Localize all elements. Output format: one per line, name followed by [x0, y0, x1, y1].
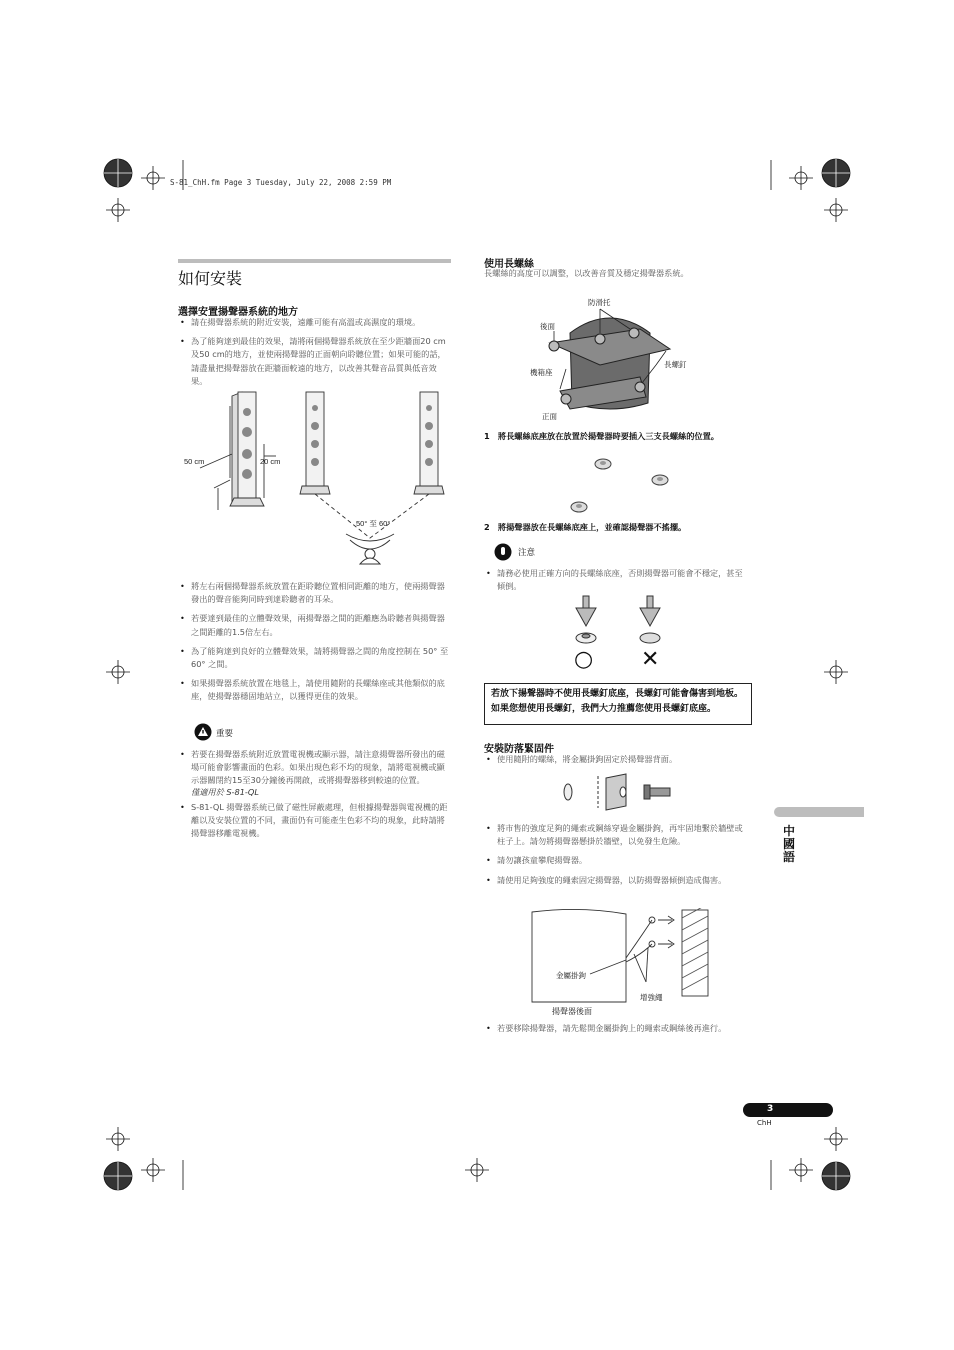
- list-item: • 若要移除揚聲器，請先鬆開金屬掛鉤上的繩索或鋼絲後再進行。: [484, 1022, 750, 1035]
- language-code: ChH: [757, 1119, 772, 1127]
- important-list-2: [178, 801, 450, 847]
- list-item: • 將左右兩個揚聲器系統放置在距聆聽位置相同距離的地方，使兩揚聲器發出的聲音能夠同時到達聆聽者的耳朵。: [178, 580, 450, 606]
- list-item: • 為了能夠達到最佳的效果，請將兩個揚聲器系統放在至少距牆面20 cm及50 cm的地方，並使兩揚聲器的正面朝向聆聽位置；如果可能的話，請盡量把揚聲器放在距牆面較遠的地方，以改善其聲音品質與低音效果。: [178, 335, 450, 388]
- bracket-label: 金屬掛鉤: [556, 971, 586, 980]
- list-item: • 請勿讓孩童攀爬揚聲器。: [484, 854, 750, 867]
- bracket-assembly-diagram: [560, 772, 680, 812]
- correct-symbol: ○: [574, 647, 594, 672]
- list-item: • 請使用足夠強度的繩索固定揚聲器，以防揚聲器傾倒造成傷害。: [484, 874, 750, 887]
- crop-mark-icon: [822, 1162, 850, 1190]
- caution-label: 注意: [518, 548, 536, 558]
- important-label: 重要: [216, 729, 234, 739]
- step-2: 2 將揚聲器放在長螺絲底座上，並確認揚聲器不搖擺。: [484, 522, 687, 532]
- front-label: 正面: [542, 412, 557, 421]
- section-heading-placement: 選擇安置揚聲器系統的地方: [178, 307, 298, 318]
- incorrect-symbol: ✕: [641, 647, 660, 672]
- caution-icon: [494, 543, 512, 561]
- dist-right-label: 20 cm: [260, 457, 281, 466]
- crop-mark-icon: [104, 159, 132, 187]
- list-item: • 將市售的強度足夠的繩索或鋼絲穿過金屬掛鉤，再牢固地繫於牆壁或柱子上。請勿將揚聲器懸掛於牆壁，以免發生危險。: [484, 822, 750, 848]
- placement-tips-list: [178, 580, 450, 710]
- back-label: 後面: [540, 322, 555, 331]
- anchor-list-3: [484, 1022, 750, 1041]
- list-item: • 請在揚聲器系統的附近安裝，遠離可能有高溫或高濕度的環境。: [178, 316, 450, 329]
- list-item: • 若要達到最佳的立體聲效果，兩揚聲器之間的距離應為聆聽者與揚聲器之間距離的1.5倍左右。: [178, 612, 450, 638]
- section-heading-long-screw: 使用長螺絲: [484, 259, 534, 270]
- crop-mark-icon: [822, 159, 850, 187]
- long-screw-label: 長螺釘: [664, 360, 687, 369]
- dist-left-label: 50 cm: [184, 457, 205, 466]
- step-1: 1 將長螺絲底座放在放置於揚聲器時要插入三支長螺絲的位置。: [484, 431, 719, 441]
- list-item: • 使用隨附的螺絲，將金屬掛鉤固定於揚聲器背面。: [484, 753, 750, 766]
- anti-slip-label: 防滑托: [588, 298, 611, 307]
- page-number: 3: [767, 1104, 774, 1114]
- placement-diagram: [180, 388, 450, 570]
- title-rule: [178, 259, 451, 263]
- language-tab-label: 中國語: [783, 824, 796, 864]
- long-screw-intro: 長螺絲的高度可以調整，以改善音質及穩定揚聲器系統。: [484, 268, 689, 278]
- list-item: • S-81-QL 揚聲器系統已做了磁性屏蔽處理，但根據揚聲器與電視機的距離以及安裝位置的不同，畫面仍有可能產生色彩不均的現象，此時請將揚聲器移離電視機。: [178, 801, 450, 841]
- speaker-base-diagram: [530, 293, 700, 423]
- speaker-back-label: 揚聲器後面: [552, 1007, 592, 1016]
- base-label: 機箱座: [530, 368, 553, 377]
- anchor-list-1: [484, 753, 750, 772]
- important-icon: [194, 723, 212, 741]
- model-note: 僅適用於 S-81-QL: [191, 787, 259, 797]
- base-position-diagram: [560, 455, 680, 515]
- page-title: 如何安裝: [178, 269, 243, 288]
- anchor-rope-diagram: [530, 908, 715, 1018]
- rope-label: 增強繩: [640, 993, 663, 1002]
- placement-list: [178, 316, 450, 394]
- file-info-header: S-81_ChH.fm Page 3 Tuesday, July 22, 2008 2:59 PM: [170, 178, 392, 187]
- anchor-list-2: [484, 822, 750, 893]
- section-heading-anchor: 安裝防落緊固件: [484, 744, 554, 755]
- warning-callout: 若放下揚聲器時不使用長螺釘底座，長螺釘可能會傷害到地板。如果您想使用長螺釘，我們大力推薦您使用長螺釘底座。: [484, 683, 752, 725]
- list-item: • 請務必使用正確方向的長螺絲底座，否則揚聲器可能會不穩定，甚至傾倒。: [484, 567, 750, 593]
- crop-mark-icon: [104, 1162, 132, 1190]
- list-item: • 為了能夠達到良好的立體聲效果，請將揚聲器之間的角度控制在 50° 至 60° 之間。: [178, 645, 450, 671]
- list-item: • 若要在揚聲器系統附近放置電視機或顯示器，請注意揚聲器所發出的磁場可能會影響畫面的色彩。如果出現色彩不均的現象，請將電視機或顯示器關閉約15至30分鐘後再開啟，或將揚聲器移到較遠的位置。: [178, 748, 450, 788]
- list-item: • 如果揚聲器系統放置在地毯上，請使用隨附的長螺絲座或其他類似的底座，使揚聲器穩固地站立，以獲得更佳的效果。: [178, 677, 450, 703]
- language-tab-bar: [774, 807, 864, 817]
- angle-label: 50° 至 60°: [356, 519, 391, 528]
- page-number-pill: [743, 1103, 833, 1117]
